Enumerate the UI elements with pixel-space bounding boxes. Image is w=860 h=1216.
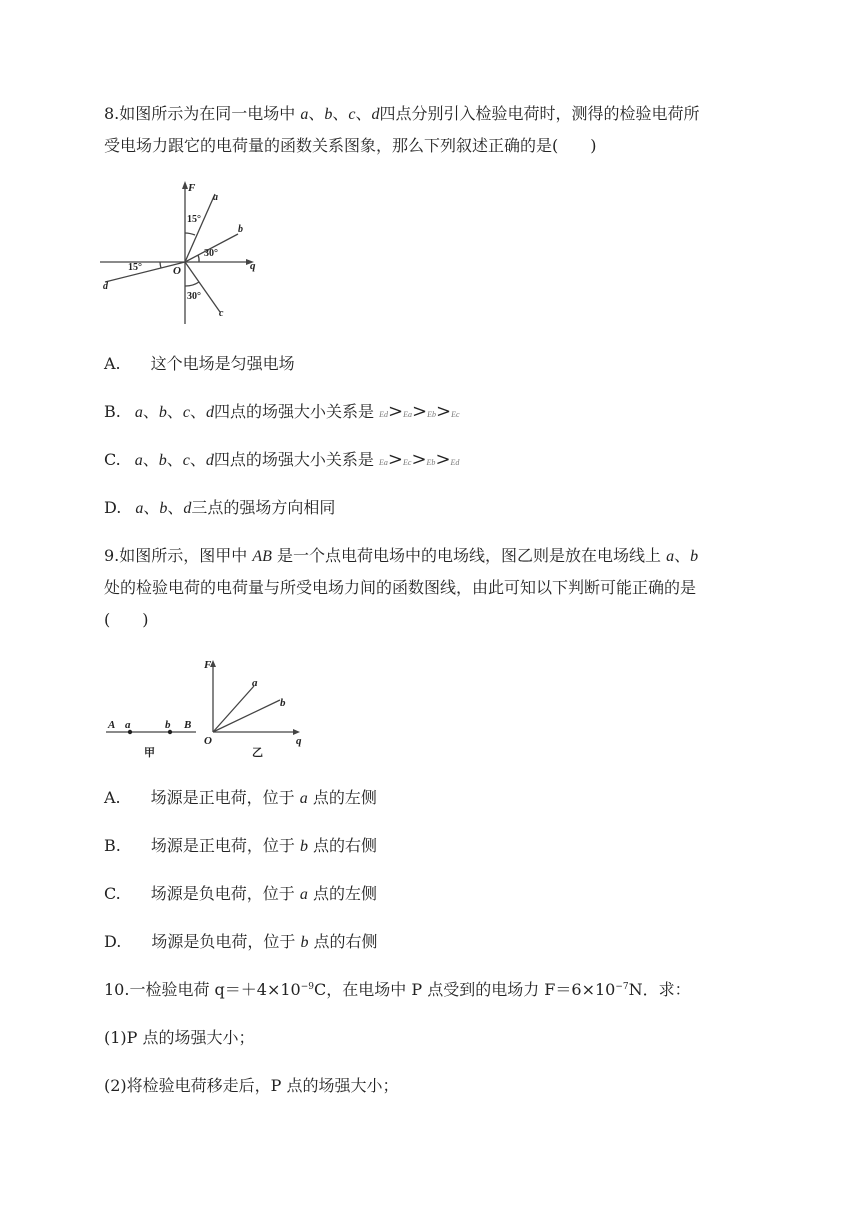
var-d: d	[371, 106, 380, 123]
q9-option-b[interactable]: B. 场源是正电荷，位于 b 点的右侧	[104, 836, 378, 855]
angle-d: 15°	[128, 262, 142, 273]
label-F: F	[188, 182, 196, 194]
q9-option-d[interactable]: D. 场源是负电荷，位于 b 点的右侧	[104, 932, 378, 951]
angle-a: 15°	[187, 214, 201, 225]
e-label: Ec	[403, 458, 412, 467]
e-label: Ed	[379, 410, 388, 419]
arc-c	[185, 282, 199, 286]
e-label: Ea	[403, 410, 412, 419]
q9-stem-line2: 处的检验电荷的电荷量与所受电场力间的函数图线，由此可知以下判断可能正确的是	[104, 578, 697, 597]
q10-sub-2: (2)将检验电荷移走后，P 点的场强大小；	[104, 1076, 399, 1095]
q9-option-a[interactable]: A. 场源是正电荷，位于 a 点的左侧	[104, 788, 377, 807]
q10-sub-1: (1)P 点的场强大小；	[104, 1028, 255, 1047]
label-line-b: b	[280, 697, 286, 709]
label-B: B	[184, 719, 192, 731]
label-q: q	[296, 735, 302, 747]
label-b: b	[238, 224, 243, 235]
q9-stem-line3: ( )	[104, 610, 149, 629]
arc-a	[185, 233, 195, 235]
label-F: F	[204, 659, 212, 671]
var-b: b	[324, 106, 333, 123]
label-yi: 乙	[252, 747, 263, 759]
e-label: Eb	[426, 458, 436, 467]
label-a: a	[213, 192, 218, 203]
label-a: a	[125, 719, 131, 731]
e-label: Eb	[427, 410, 436, 419]
q8-option-d[interactable]: D. a、b、d三点的强场方向相同	[104, 498, 336, 517]
label-b: b	[165, 719, 171, 731]
q8-option-a[interactable]: A. 这个电场是匀强电场	[104, 354, 295, 373]
q10-stem: 10.一检验电荷 $q=+4\times 10^{-9}C$，在电场中 P 点受到的电场力 $F=6\times 10^{-7}N$．求：	[104, 980, 691, 999]
label-q: q	[250, 260, 256, 272]
q9-option-c[interactable]: C. 场源是负电荷，位于 a 点的左侧	[104, 884, 377, 903]
e-label: Ec	[451, 410, 460, 419]
label-d: d	[103, 281, 108, 292]
var-c: c	[348, 106, 356, 123]
q8-option-b[interactable]: B. a、b、c、d四点的场强大小关系是 Ed>Ea>Eb>Ec	[104, 401, 460, 422]
line-c	[185, 262, 220, 312]
angle-b: 30°	[204, 248, 218, 259]
line-b	[213, 700, 280, 732]
angle-c: 30°	[187, 291, 201, 302]
q9-stem-line1: 9.如图所示，图甲中 AB 是一个点电荷电场中的电场线，图乙则是放在电场线上 a、b	[104, 546, 699, 565]
label-O: O	[204, 735, 212, 747]
label-jia: 甲	[144, 747, 155, 759]
q8-figure	[100, 178, 270, 330]
q8-stem-line1: 8.如图所示为在同一电场中 a、b、c、d四点分别引入检验电荷时，测得的检验电荷所	[104, 104, 700, 123]
q9-figure	[104, 652, 314, 764]
e-label: Ed	[450, 458, 460, 467]
label-O: O	[173, 265, 181, 277]
e-label: Ea	[379, 458, 388, 467]
label-c: c	[219, 308, 224, 319]
q8-option-c[interactable]: C. a、b、c、d四点的场强大小关系是 Ea>Ec>Eb>Ed	[104, 449, 460, 470]
label-line-a: a	[252, 677, 258, 689]
arc-b	[198, 255, 199, 262]
var-a: a	[300, 106, 309, 123]
arc-d	[160, 262, 161, 268]
q8-stem-line2: 受电场力跟它的电荷量的函数关系图象，那么下列叙述正确的是( )	[104, 136, 597, 155]
label-A: A	[108, 719, 116, 731]
line-a	[213, 686, 254, 732]
